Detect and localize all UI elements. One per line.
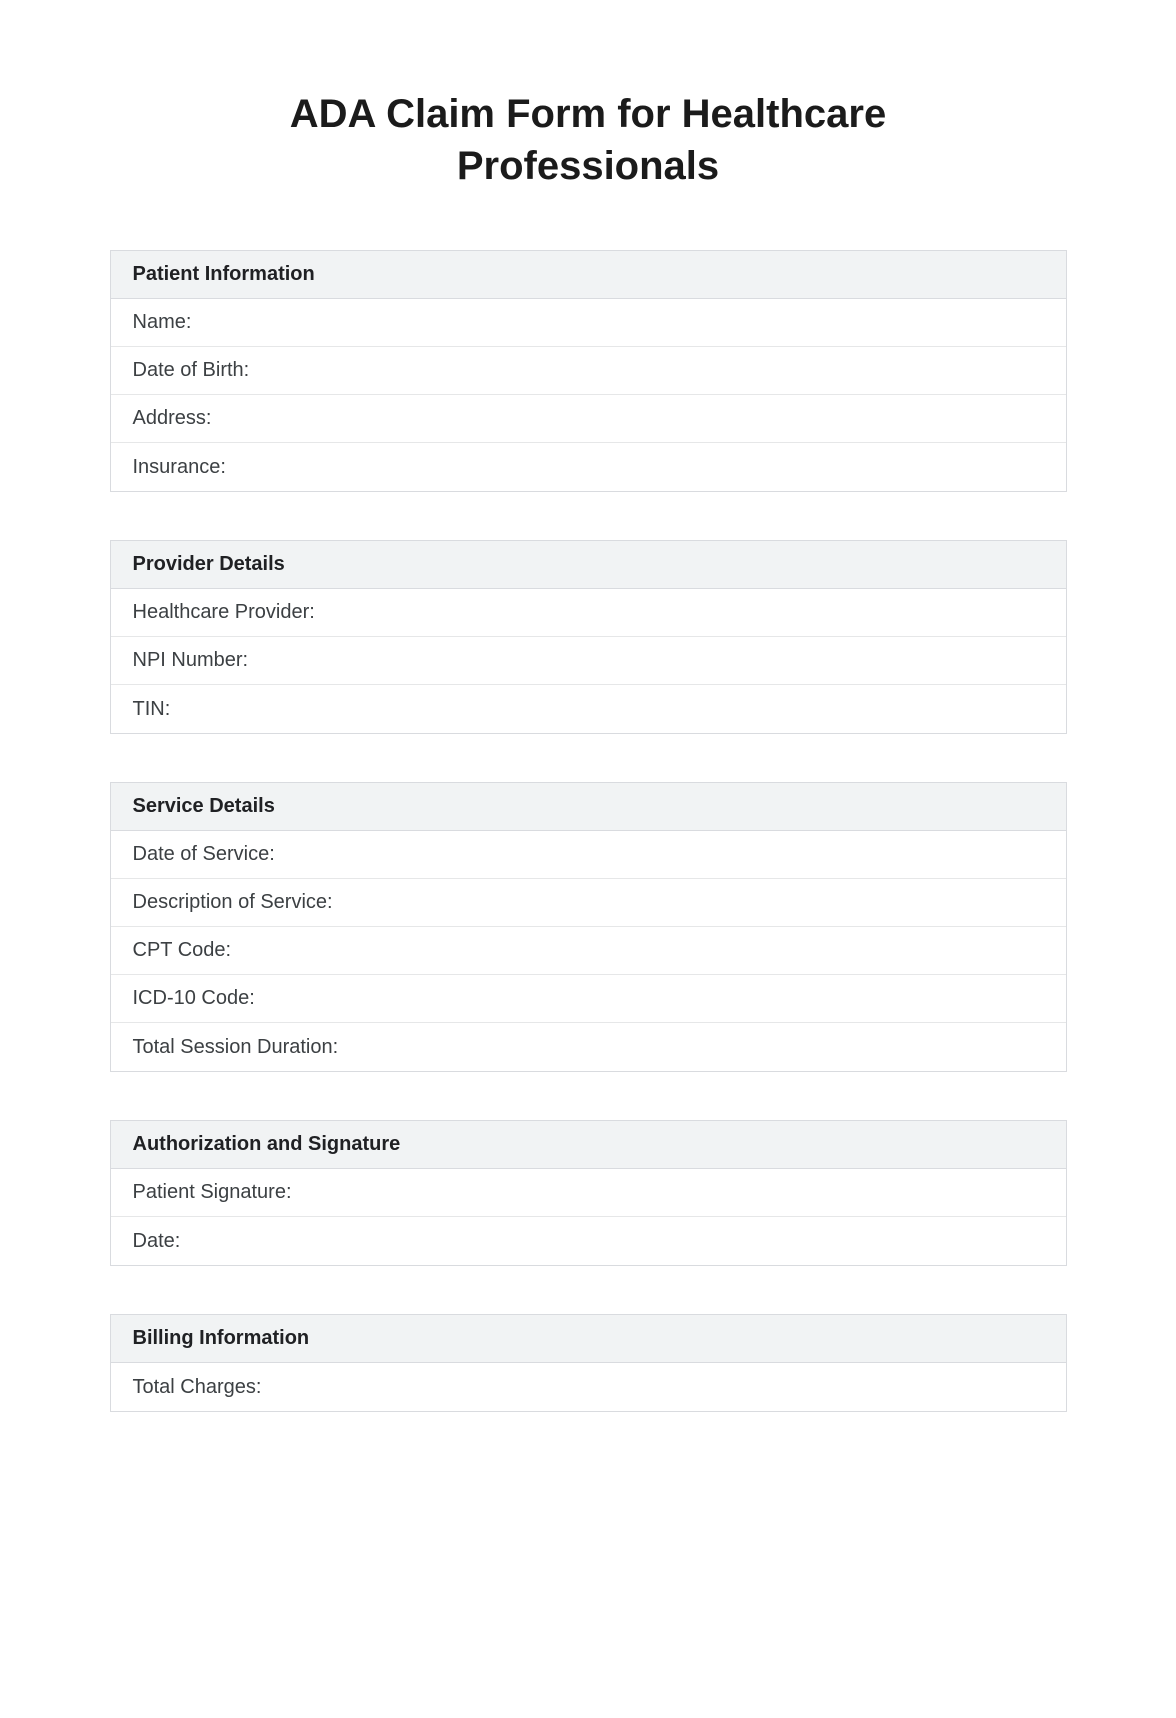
field-label: Insurance: (132, 455, 226, 478)
field-label: Address: (132, 407, 212, 429)
form-row (111, 589, 1066, 637)
form-row (111, 685, 1066, 733)
field-label: NPI Number: (132, 649, 249, 671)
form-section-provider-details (110, 540, 1067, 734)
document-title: ADA Claim Form for Healthcare Professionals (289, 92, 887, 188)
section-header (111, 1121, 1066, 1169)
form-section-authorization-and-signature (110, 1120, 1067, 1266)
form-row (111, 1023, 1066, 1071)
section-header (111, 783, 1066, 831)
form-row (111, 347, 1066, 395)
section-header-label: Patient Information (132, 263, 315, 285)
field-label: Patient Signature: (132, 1181, 292, 1203)
section-header (111, 541, 1066, 589)
section-header (111, 251, 1066, 299)
form-row (111, 1363, 1066, 1411)
field-label: Description of Service: (132, 891, 333, 913)
field-label: Date: (132, 1229, 181, 1252)
section-header-label: Provider Details (132, 553, 285, 575)
form-row (111, 299, 1066, 347)
form-row (111, 831, 1066, 879)
field-label: TIN: (132, 697, 171, 720)
form-sections (110, 250, 1067, 1412)
section-header-label: Authorization and Signature (132, 1133, 401, 1155)
field-label: Name: (132, 311, 192, 333)
field-label: Date of Service: (132, 843, 275, 865)
form-row (111, 927, 1066, 975)
field-label: ICD-10 Code: (132, 987, 255, 1009)
form-row (111, 879, 1066, 927)
field-label: Total Charges: (132, 1375, 262, 1398)
form-row (111, 637, 1066, 685)
form-section-billing-information (110, 1314, 1067, 1412)
form-row (111, 975, 1066, 1023)
field-label: Healthcare Provider: (132, 601, 315, 623)
form-row (111, 1169, 1066, 1217)
form-row (111, 395, 1066, 443)
form-row (111, 443, 1066, 491)
field-label: Total Session Duration: (132, 1035, 339, 1058)
form-row (111, 1217, 1066, 1265)
document-page (0, 88, 1176, 1718)
field-label: CPT Code: (132, 939, 232, 961)
section-header (111, 1315, 1066, 1363)
section-header-label: Service Details (132, 795, 275, 817)
form-section-service-details (110, 782, 1067, 1072)
form-section-patient-information (110, 250, 1067, 492)
section-header-label: Billing Information (132, 1327, 310, 1349)
field-label: Date of Birth: (132, 359, 250, 381)
